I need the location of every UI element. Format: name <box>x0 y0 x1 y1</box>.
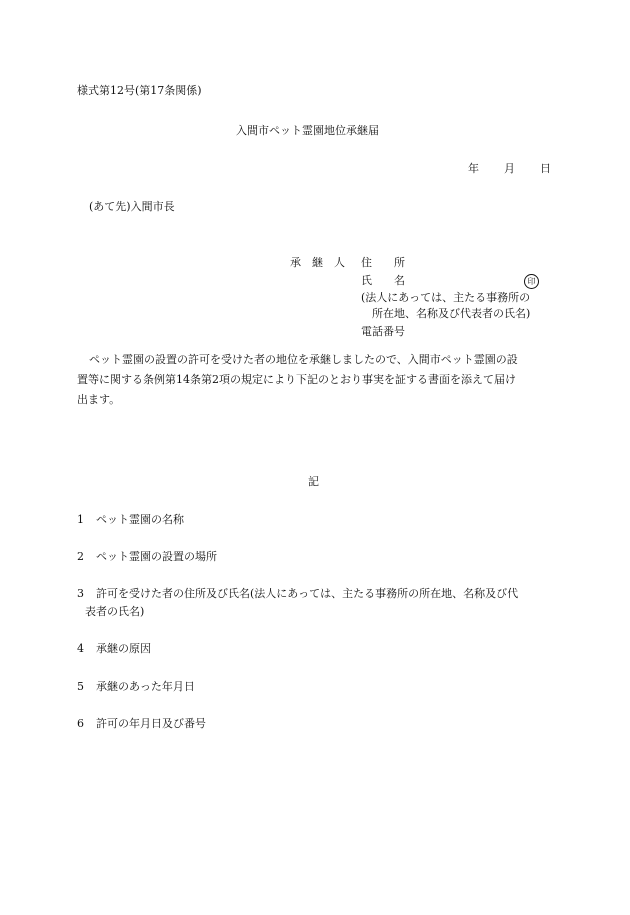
item-number: 1 <box>77 513 84 526</box>
body-line-1: ペット霊園の設置の許可を受けた者の地位を承継しましたので、入間市ペット霊園の設 <box>89 353 518 366</box>
item-number: 5 <box>77 680 84 693</box>
form-number: 様式第12号(第17条関係) <box>77 84 202 97</box>
date-year-label: 年 <box>468 162 479 175</box>
seal-icon: 印 <box>524 274 539 289</box>
name-label: 氏 名 <box>361 274 405 287</box>
item-1 <box>77 512 184 528</box>
body-line-2: 置等に関する条例第14条第2項の規定により下記のとおり事実を証する書面を添えて届け <box>77 373 516 386</box>
item-5 <box>77 679 195 695</box>
item-text: ペット霊園の設置の場所 <box>96 550 217 563</box>
phone-label: 電話番号 <box>361 325 405 338</box>
item-number: 6 <box>77 717 84 730</box>
item-text: ペット霊園の名称 <box>96 513 184 526</box>
seal-mark <box>524 273 539 289</box>
item-3 <box>77 586 518 602</box>
address-label: 住 所 <box>361 256 405 269</box>
item-2 <box>77 549 217 565</box>
successor-label: 承 継 人 <box>290 256 345 269</box>
item-text: 許可の年月日及び番号 <box>96 717 206 730</box>
date-day-label: 日 <box>540 162 551 175</box>
form-title: 入間市ペット霊園地位承継届 <box>236 124 379 137</box>
item-4 <box>77 641 151 657</box>
ki-heading: 記 <box>308 475 319 488</box>
item-text: 承継のあった年月日 <box>96 680 195 693</box>
item-number: 4 <box>77 642 84 655</box>
item-text: 承継の原因 <box>96 642 151 655</box>
item-number: 2 <box>77 550 84 563</box>
item-6 <box>77 716 206 732</box>
corporate-note-line2: 所在地、名称及び代表者の氏名) <box>372 307 531 320</box>
body-line-3: 出ます。 <box>77 393 121 406</box>
item-number: 3 <box>77 587 84 600</box>
corporate-note-line1: (法人にあっては、主たる事務所の <box>361 291 531 304</box>
date-month-label: 月 <box>504 162 515 175</box>
addressee: (あて先)入間市長 <box>89 200 175 213</box>
item-text: 許可を受けた者の住所及び氏名(法人にあっては、主たる事務所の所在地、名称及び代 <box>96 587 519 600</box>
item-3-continuation: 表者の氏名) <box>85 605 145 618</box>
